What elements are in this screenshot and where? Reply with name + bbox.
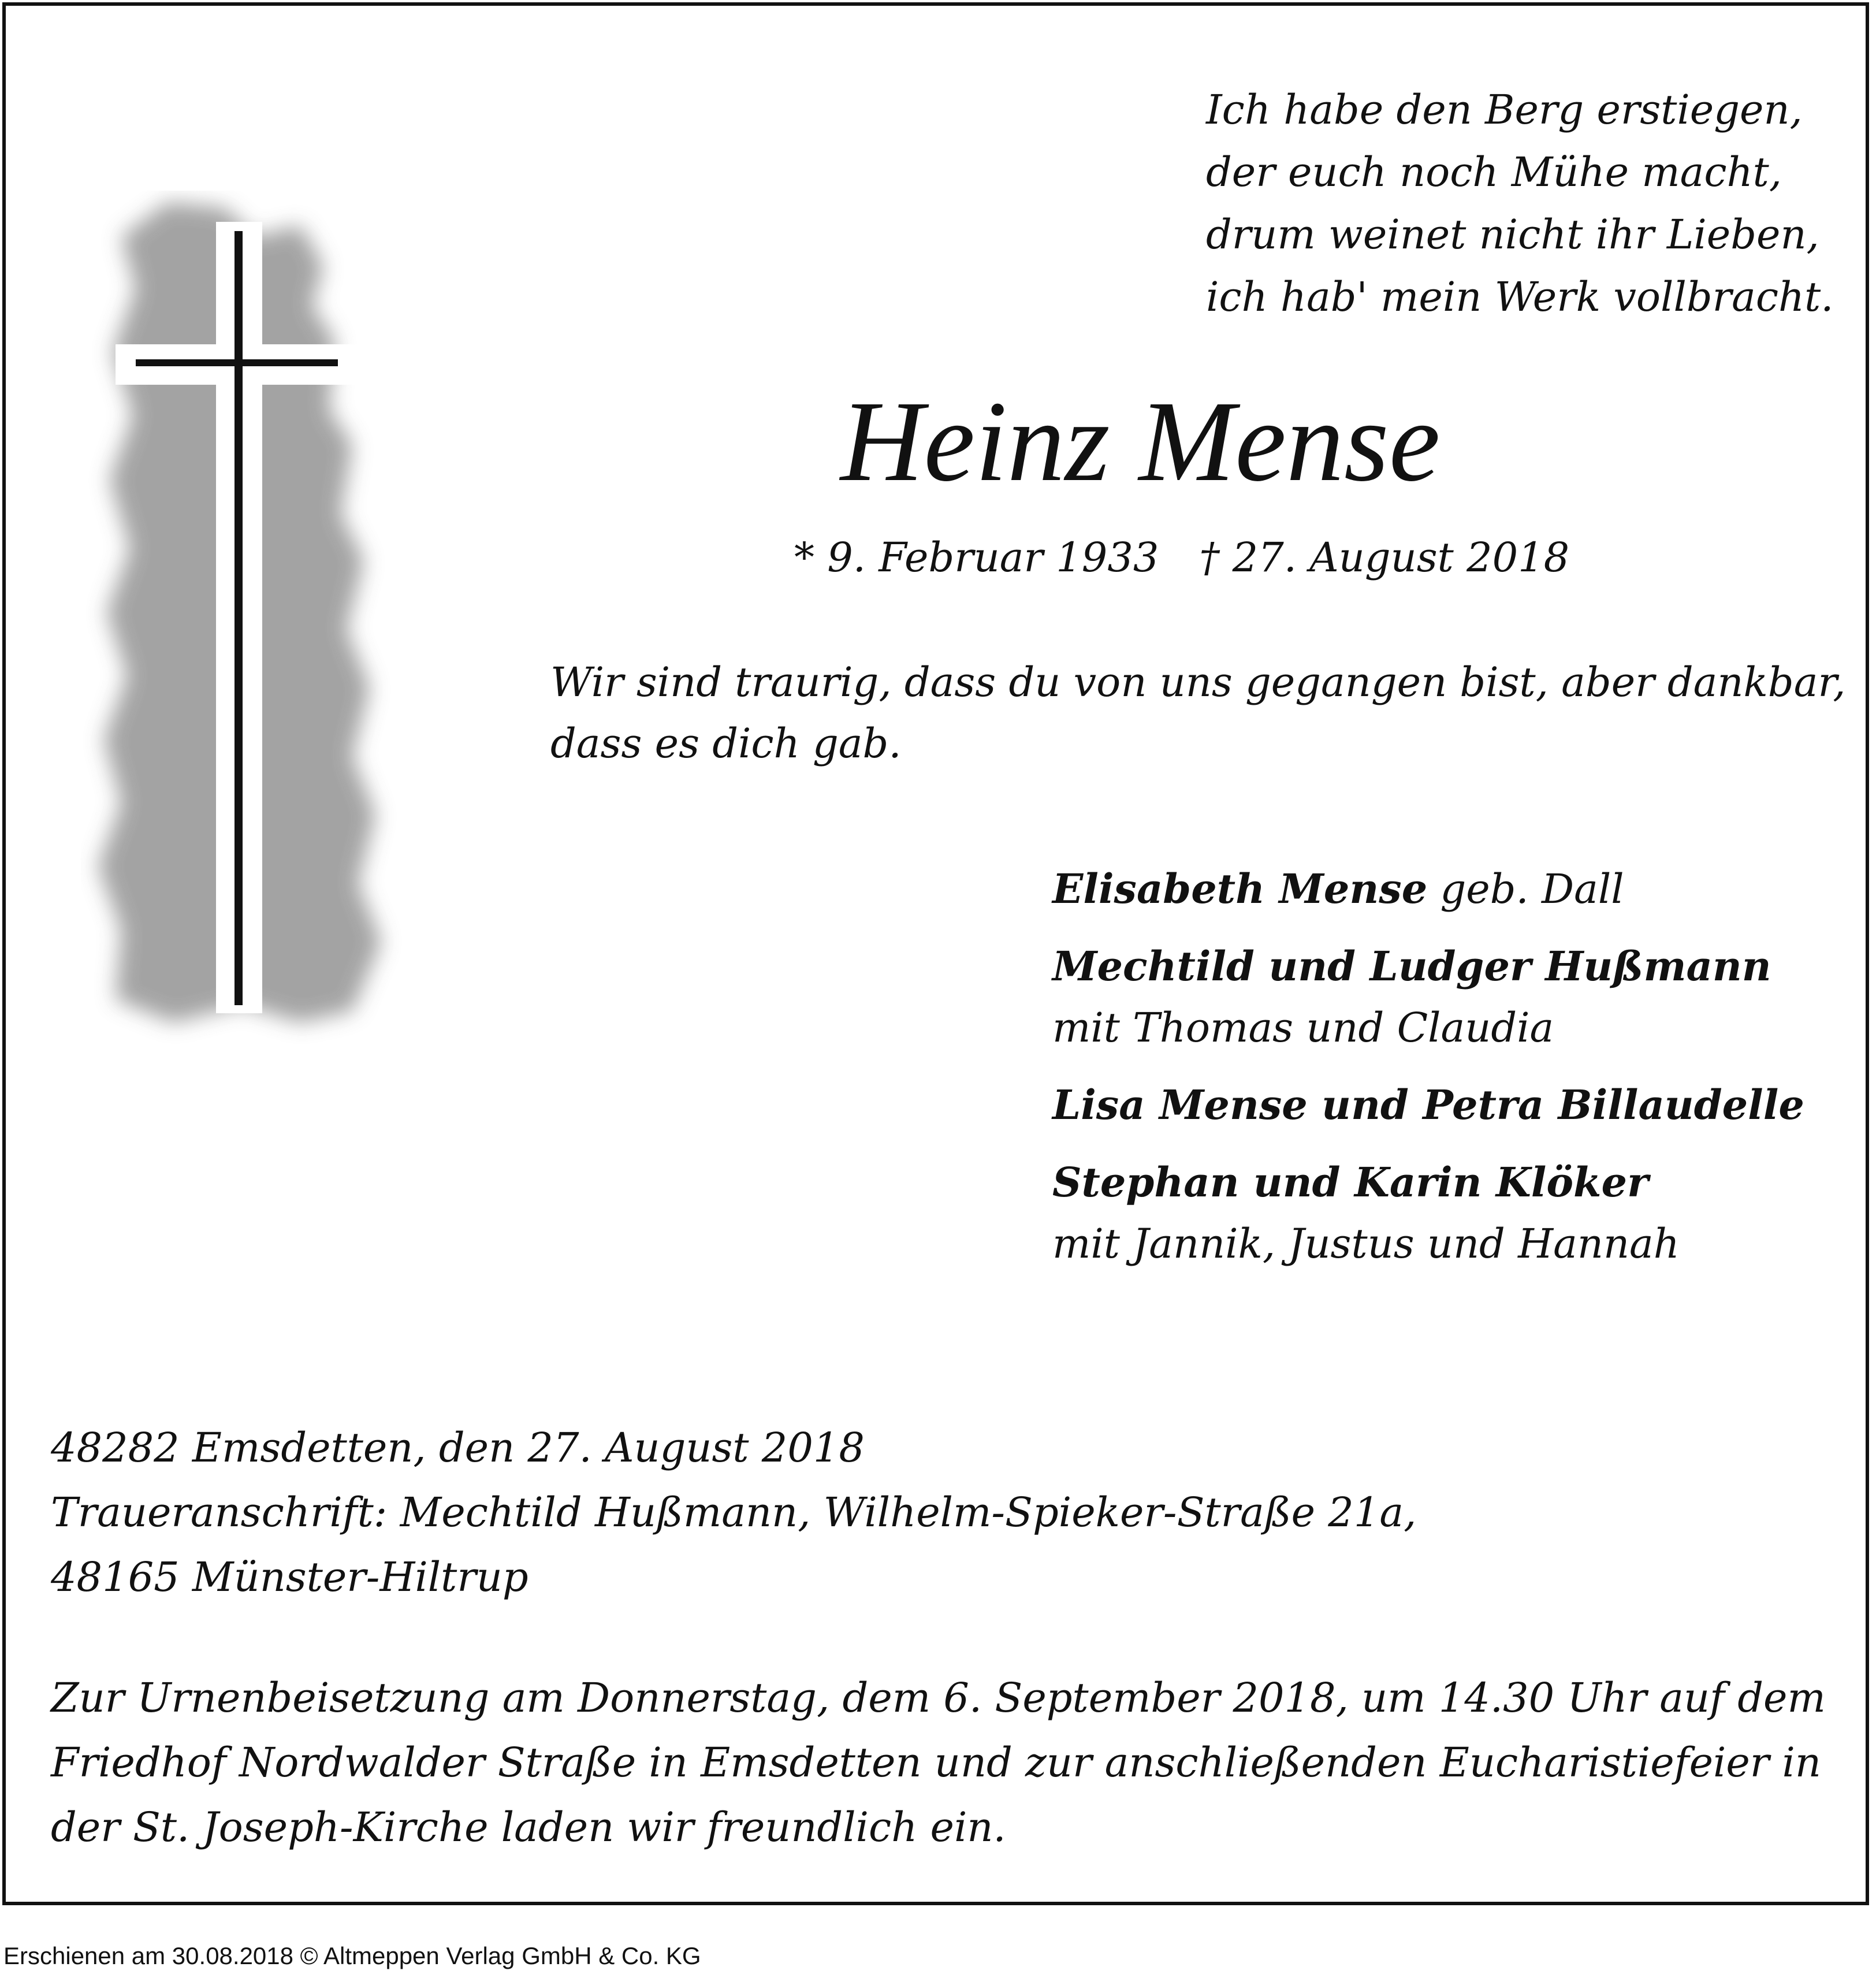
mourning-quote <box>550 652 1856 774</box>
burial-line: der St. Joseph-Kirche laden wir freundlich ein. <box>51 1804 1006 1851</box>
quote-line: dass es dich gab. <box>550 720 902 767</box>
poem-line: Ich habe den Berg erstiegen, <box>1206 86 1803 133</box>
death-date: † 27. August 2018 <box>1199 534 1570 581</box>
poem <box>1206 79 1834 328</box>
family-group <box>1052 858 1804 920</box>
address-line: 48165 Münster-Hiltrup <box>51 1553 528 1601</box>
deceased-name: Heinz Mense <box>840 378 1440 505</box>
burial-info <box>51 1665 1826 1860</box>
place-address <box>51 1415 1416 1609</box>
family-group <box>1052 1074 1804 1136</box>
family-name: Mechtild und Ludger Hußmann <box>1052 942 1771 990</box>
poem-line: ich hab' mein Werk vollbracht. <box>1206 273 1834 321</box>
family-suffix: geb. Dall <box>1427 865 1624 913</box>
cross-icon <box>81 191 416 1046</box>
quote-line: Wir sind traurig, dass du von uns gegangen bist, aber dankbar, <box>550 659 1846 706</box>
family-name: Stephan und Karin Klöker <box>1052 1158 1648 1206</box>
place-line: 48282 Emsdetten, den 27. August 2018 <box>51 1424 865 1471</box>
poem-line: drum weinet nicht ihr Lieben, <box>1206 211 1819 258</box>
burial-line: Zur Urnenbeisetzung am Donnerstag, dem 6. September 2018, um 14.30 Uhr auf dem <box>51 1674 1826 1722</box>
family-group <box>1052 936 1804 1058</box>
notice-frame <box>2 2 1869 1905</box>
birth-date: * 9. Februar 1933 <box>794 534 1159 581</box>
family-name: Elisabeth Mense <box>1052 865 1428 913</box>
publication-footer: Erschienen am 30.08.2018 © Altmeppen Verlag GmbH & Co. KG <box>3 1942 701 1969</box>
family-name: Lisa Mense und Petra Billaudelle <box>1052 1081 1804 1129</box>
family-sub: mit Jannik, Justus und Hannah <box>1052 1220 1680 1267</box>
family-list <box>1052 858 1804 1291</box>
life-dates <box>794 529 1569 586</box>
poem-line: der euch noch Mühe macht, <box>1206 148 1782 196</box>
family-group <box>1052 1152 1804 1274</box>
family-sub: mit Thomas und Claudia <box>1052 1004 1554 1051</box>
burial-line: Friedhof Nordwalder Straße in Emsdetten und zur anschließenden Eucharistiefeier in <box>51 1739 1821 1786</box>
address-line: Traueranschrift: Mechtild Hußmann, Wilhelm-Spieker-Straße 21a, <box>51 1489 1417 1536</box>
